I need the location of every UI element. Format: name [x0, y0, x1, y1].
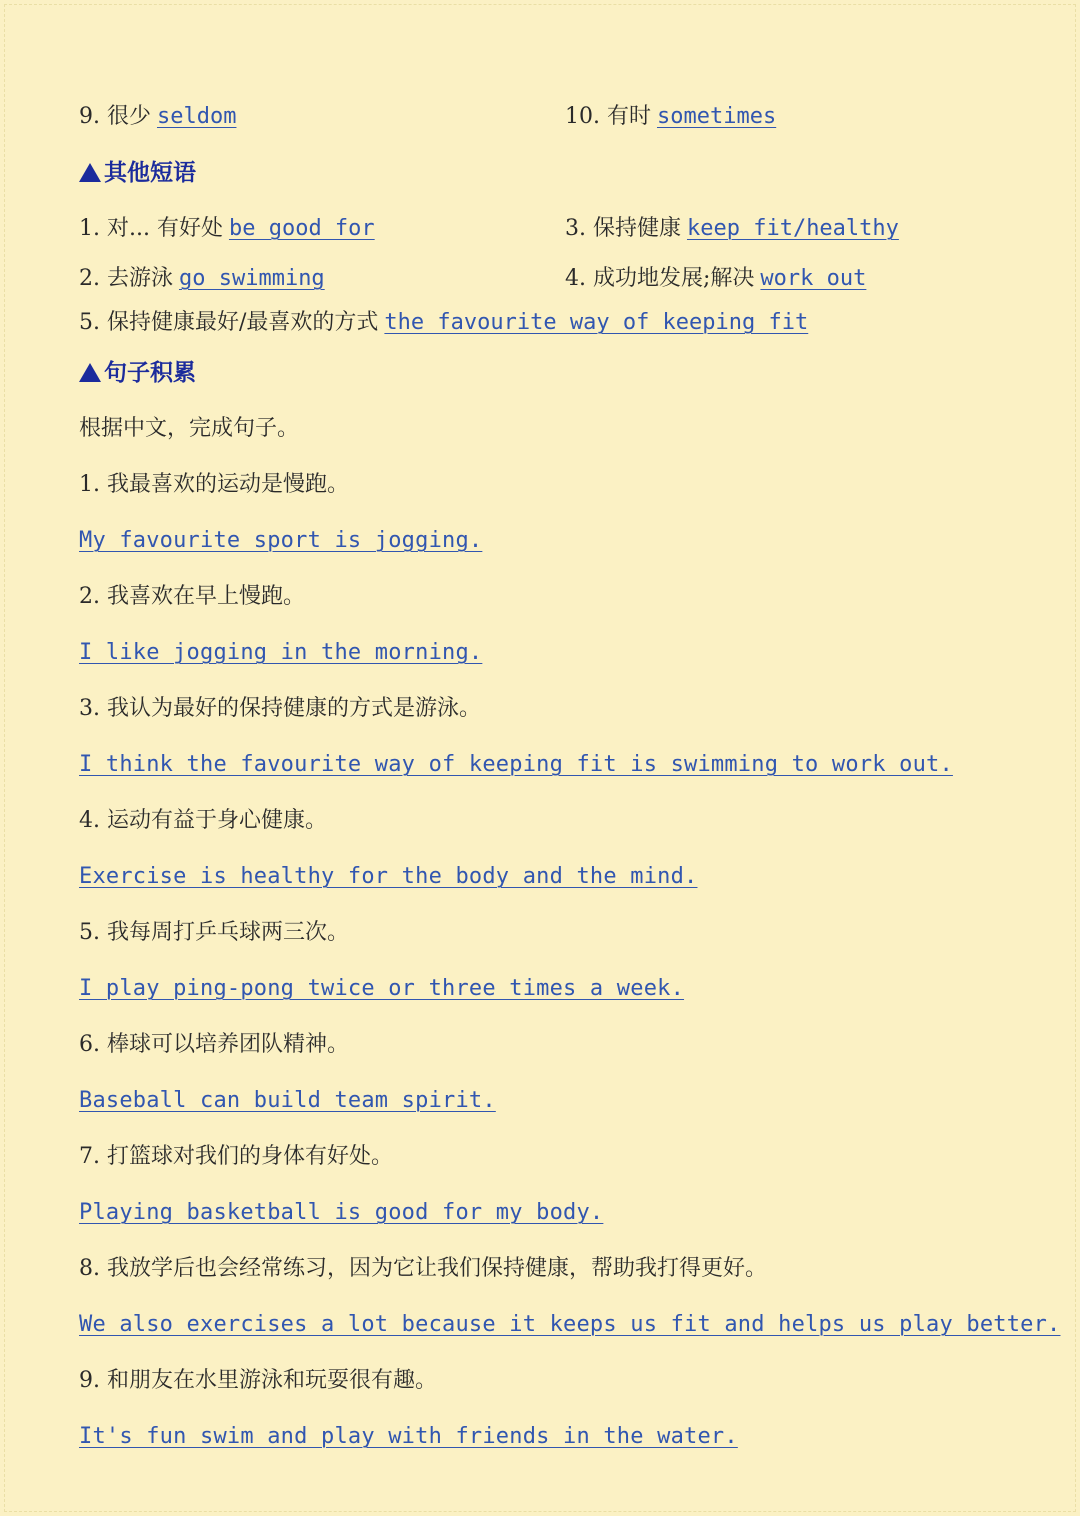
- vocab-chinese: 9. 很少: [79, 104, 151, 129]
- phrase-item: [79, 218, 565, 240]
- section-title: 句子积累: [104, 359, 196, 386]
- phrase-english: keep fit/healthy: [686, 216, 899, 241]
- section-heading-row: [79, 145, 1039, 201]
- sentence-english: We also exercises a lot because it keeps us fit and helps us play better.: [79, 1312, 1061, 1337]
- sentence-chinese: 6. 棒球可以培养团队精神。: [79, 1032, 349, 1057]
- phrase-english: the favourite way of keeping fit: [384, 310, 809, 335]
- sentence-answer: [79, 1297, 1061, 1353]
- sentence-answer: [79, 513, 1039, 569]
- sentence-answer: [79, 625, 1039, 681]
- sentence-chinese: 8. 我放学后也会经常练习，因为它让我们保持健康，帮助我打得更好。: [79, 1256, 767, 1281]
- vocab-english: seldom: [156, 104, 237, 129]
- triangle-up-icon: [79, 363, 101, 382]
- sentence-answer: [79, 737, 1039, 793]
- vocab-item: [79, 106, 565, 128]
- vocab-english: sometimes: [656, 104, 777, 129]
- sentence-english: Playing basketball is good for my body.: [79, 1200, 604, 1225]
- vocab-item: [565, 106, 776, 128]
- sentence-chinese: 2. 我喜欢在早上慢跑。: [79, 584, 305, 609]
- vocab-chinese: 10. 有时: [565, 104, 651, 129]
- phrase-english: work out: [760, 266, 867, 291]
- phrase-english: be good for: [228, 216, 375, 241]
- section-heading-row: [79, 345, 1039, 401]
- sentence-chinese: 7. 打篮球对我们的身体有好处。: [79, 1144, 393, 1169]
- instruction-row: [79, 401, 1039, 457]
- sentence-english: Baseball can build team spirit.: [79, 1088, 496, 1113]
- phrase-chinese: 3. 保持健康: [565, 216, 681, 241]
- sentence-chinese: 4. 运动有益于身心健康。: [79, 808, 327, 833]
- sentence-prompt: [79, 1017, 1039, 1073]
- phrase-chinese: 2. 去游泳: [79, 266, 173, 291]
- sentence-chinese: 5. 我每周打乒乓球两三次。: [79, 920, 349, 945]
- sentence-answer: [79, 1185, 1039, 1241]
- sentence-english: I like jogging in the morning.: [79, 640, 483, 665]
- phrase-chinese: 5. 保持健康最好/最喜欢的方式: [79, 310, 379, 335]
- section-heading-phrases: [79, 159, 196, 186]
- phrase-chinese: 4. 成功地发展;解决: [565, 266, 755, 291]
- sentence-prompt: [79, 1353, 1039, 1409]
- section-title: 其他短语: [104, 159, 196, 186]
- sentence-chinese: 9. 和朋友在水里游泳和玩耍很有趣。: [79, 1368, 437, 1393]
- phrase-row: [79, 257, 1039, 301]
- sentence-chinese: 3. 我认为最好的保持健康的方式是游泳。: [79, 696, 481, 721]
- sentence-prompt: [79, 1241, 1039, 1297]
- phrase-row: [79, 301, 1039, 345]
- sentence-english: Exercise is healthy for the body and the mind.: [79, 864, 698, 889]
- sentence-english: My favourite sport is jogging.: [79, 528, 483, 553]
- sentence-prompt: [79, 905, 1039, 961]
- sentence-english: It's fun swim and play with friends in the water.: [79, 1424, 738, 1449]
- sentence-prompt: [79, 1129, 1039, 1185]
- section-heading-sentences: [79, 359, 196, 386]
- sentence-chinese: 1. 我最喜欢的运动是慢跑。: [79, 472, 349, 497]
- sentence-answer: [79, 849, 1039, 905]
- sentence-answer: [79, 1073, 1039, 1129]
- phrase-chinese: 1. 对... 有好处: [79, 216, 223, 241]
- instruction-text: 根据中文，完成句子。: [79, 416, 300, 441]
- sentence-prompt: [79, 569, 1039, 625]
- phrase-english: go swimming: [178, 266, 325, 291]
- worksheet-content: [79, 89, 1061, 1465]
- phrase-item: [565, 218, 899, 240]
- triangle-up-icon: [79, 163, 101, 182]
- sentence-answer: [79, 961, 1039, 1017]
- vocab-row: [79, 89, 1039, 145]
- sentence-english: I play ping-pong twice or three times a week.: [79, 976, 685, 1001]
- phrase-row: [79, 201, 1039, 257]
- phrase-item: [565, 268, 866, 290]
- sentence-prompt: [79, 793, 1039, 849]
- sentence-answer: [79, 1409, 1039, 1465]
- sentence-prompt: [79, 681, 1039, 737]
- phrase-item: [79, 268, 565, 290]
- sentence-prompt: [79, 457, 1039, 513]
- worksheet-page: [4, 4, 1076, 1512]
- sentence-english: I think the favourite way of keeping fit is swimming to work out.: [79, 752, 953, 777]
